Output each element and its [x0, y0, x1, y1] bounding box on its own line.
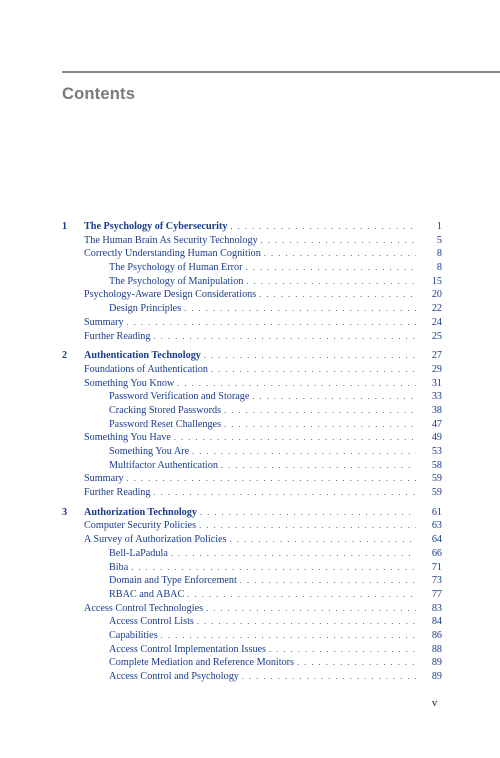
dot-leader — [187, 588, 416, 602]
toc-section-entry[interactable] — [62, 288, 442, 302]
entry-page-number[interactable]: 8 — [436, 262, 442, 274]
dot-leader — [197, 615, 416, 629]
entry-title[interactable]: Access Control Technologies — [84, 602, 204, 614]
entry-title[interactable]: Computer Security Policies — [84, 520, 197, 532]
toc-subsection-entry[interactable] — [62, 547, 442, 561]
dot-leader — [177, 377, 416, 391]
entry-page-number[interactable]: 53 — [431, 446, 442, 457]
entry-title[interactable]: Authorization Technology — [84, 506, 197, 518]
entry-page-number[interactable]: 31 — [431, 377, 442, 389]
toc-subsection-entry[interactable] — [62, 445, 442, 459]
toc-section-entry[interactable] — [62, 602, 442, 616]
dot-leader — [154, 486, 417, 500]
dot-leader — [252, 390, 416, 404]
dot-leader — [184, 302, 416, 316]
dot-leader — [174, 431, 416, 445]
toc-section-entry[interactable] — [62, 316, 442, 330]
entry-page-number[interactable]: 27 — [431, 350, 442, 362]
entry-title[interactable]: Password Verification and Storage — [109, 391, 250, 403]
dot-leader — [246, 261, 416, 275]
entry-page-number[interactable]: 83 — [431, 602, 442, 614]
toc-section-entry[interactable] — [62, 533, 442, 547]
entry-title[interactable]: Something You Have — [84, 432, 171, 444]
toc-subsection-entry[interactable] — [62, 656, 442, 670]
entry-page-number[interactable]: 84 — [431, 616, 442, 628]
entry-title[interactable]: Summary — [84, 473, 124, 485]
toc-section-entry[interactable] — [62, 377, 442, 391]
entry-title[interactable]: Multifactor Authentication — [109, 459, 218, 471]
page-number: v — [432, 698, 438, 709]
toc-subsection-entry[interactable] — [62, 670, 442, 684]
entry-title[interactable]: Biba — [109, 561, 129, 573]
dot-leader — [230, 220, 416, 234]
dot-leader — [269, 643, 416, 657]
dot-leader — [261, 234, 416, 248]
entry-page-number[interactable]: 66 — [431, 547, 442, 559]
entry-title[interactable]: Summary — [84, 316, 124, 328]
entry-page-number[interactable]: 33 — [431, 391, 442, 403]
chapter-number: 2 — [62, 350, 68, 362]
entry-page-number[interactable]: 58 — [431, 459, 442, 471]
dot-leader — [246, 275, 416, 289]
entry-title[interactable]: Design Principles — [109, 303, 182, 315]
toc-chapter-entry[interactable] — [62, 220, 442, 234]
entry-title[interactable]: Complete Mediation and Reference Monitors — [109, 657, 295, 669]
entry-title[interactable]: The Psychology of Cybersecurity — [84, 221, 228, 232]
entry-page-number[interactable]: 73 — [431, 575, 442, 587]
toc-subsection-entry[interactable] — [62, 261, 442, 275]
toc-section-entry[interactable] — [62, 519, 442, 533]
toc-subsection-entry[interactable] — [62, 390, 442, 404]
toc-section-entry[interactable] — [62, 330, 442, 344]
header-rule — [62, 71, 500, 73]
entry-title[interactable]: Something You Know — [84, 377, 175, 389]
entry-page-number[interactable]: 1 — [436, 221, 442, 232]
entry-page-number[interactable]: 47 — [431, 418, 442, 430]
dot-leader — [259, 288, 416, 302]
entry-page-number[interactable]: 25 — [431, 330, 442, 342]
dot-leader — [171, 547, 416, 561]
entry-title[interactable]: Psychology-Aware Design Considerations — [84, 289, 257, 301]
dot-leader — [131, 561, 416, 575]
dot-leader — [297, 656, 416, 670]
toc-subsection-entry[interactable] — [62, 629, 442, 643]
entry-page-number[interactable]: 89 — [431, 657, 442, 669]
entry-page-number[interactable]: 24 — [431, 316, 442, 328]
toc-section-entry[interactable] — [62, 431, 442, 445]
entry-title[interactable]: The Human Brain As Security Technology — [84, 234, 258, 246]
dot-leader — [240, 574, 416, 588]
chapter-block — [62, 506, 442, 684]
dot-leader — [204, 349, 416, 363]
dot-leader — [221, 459, 416, 473]
entry-title[interactable]: RBAC and ABAC — [109, 588, 185, 600]
dot-leader — [200, 506, 416, 520]
entry-page-number[interactable]: 59 — [431, 487, 442, 499]
entry-page-number[interactable]: 77 — [431, 588, 442, 600]
toc-chapter-entry[interactable] — [62, 349, 442, 363]
entry-page-number[interactable]: 29 — [431, 363, 442, 375]
entry-title[interactable]: The Psychology of Human Error — [109, 262, 243, 274]
entry-title[interactable]: A Survey of Authorization Policies — [84, 534, 227, 546]
toc-subsection-entry[interactable] — [62, 404, 442, 418]
table-of-contents — [62, 220, 442, 690]
dot-leader — [161, 629, 416, 643]
entry-title[interactable]: Foundations of Authentication — [84, 363, 208, 375]
entry-title[interactable]: Domain and Type Enforcement — [109, 575, 237, 587]
entry-page-number[interactable]: 86 — [431, 629, 442, 641]
entry-page-number[interactable]: 61 — [431, 506, 442, 518]
entry-title[interactable]: Password Reset Challenges — [109, 418, 222, 430]
toc-chapter-entry[interactable] — [62, 506, 442, 520]
toc-subsection-entry[interactable] — [62, 561, 442, 575]
chapter-block — [62, 220, 442, 343]
entry-title[interactable]: Bell-LaPadula — [109, 547, 168, 559]
entry-title[interactable]: Cracking Stored Passwords — [109, 404, 222, 416]
entry-title[interactable]: Correctly Understanding Human Cognition — [84, 248, 261, 260]
entry-page-number[interactable]: 63 — [431, 520, 442, 532]
entry-title[interactable]: Capabilities — [109, 629, 158, 641]
dot-leader — [206, 602, 416, 616]
chapter-block — [62, 349, 442, 500]
entry-title[interactable]: Access Control Lists — [109, 616, 194, 628]
toc-section-entry[interactable] — [62, 486, 442, 500]
dot-leader — [199, 519, 416, 533]
toc-subsection-entry[interactable] — [62, 275, 442, 289]
toc-subsection-entry[interactable] — [62, 302, 442, 316]
dot-leader — [211, 363, 416, 377]
entry-title[interactable]: Access Control and Psychology — [109, 671, 239, 682]
dot-leader — [154, 330, 417, 344]
toc-subsection-entry[interactable] — [62, 588, 442, 602]
dot-leader — [242, 670, 416, 684]
entry-page-number[interactable]: 89 — [431, 671, 442, 682]
toc-subsection-entry[interactable] — [62, 574, 442, 588]
entry-page-number[interactable]: 22 — [431, 303, 442, 315]
dot-leader — [127, 316, 416, 330]
toc-section-entry[interactable] — [62, 234, 442, 248]
dot-leader — [230, 533, 416, 547]
entry-title[interactable]: Something You Are — [109, 446, 190, 457]
page-title: Contents — [62, 85, 136, 103]
entry-title[interactable]: Further Reading — [84, 487, 151, 499]
toc-section-entry[interactable] — [62, 247, 442, 261]
entry-page-number[interactable]: 71 — [431, 561, 442, 573]
entry-page-number[interactable]: 15 — [431, 275, 442, 287]
chapter-number: 3 — [62, 506, 68, 518]
toc-subsection-entry[interactable] — [62, 418, 442, 432]
toc-section-entry[interactable] — [62, 363, 442, 377]
entry-title[interactable]: Access Control Implementation Issues — [109, 643, 267, 655]
dot-leader — [224, 418, 416, 432]
dot-leader — [192, 445, 416, 459]
dot-leader — [127, 472, 416, 486]
dot-leader — [224, 404, 416, 418]
chapter-number: 1 — [62, 221, 68, 232]
entry-page-number[interactable]: 38 — [431, 404, 442, 416]
entry-title[interactable]: The Psychology of Manipulation — [109, 275, 244, 287]
entry-page-number[interactable]: 20 — [431, 289, 442, 301]
toc-subsection-entry[interactable] — [62, 459, 442, 473]
entry-title[interactable]: Further Reading — [84, 330, 151, 342]
entry-page-number[interactable]: 49 — [431, 432, 442, 444]
entry-page-number[interactable]: 64 — [431, 534, 442, 546]
toc-subsection-entry[interactable] — [62, 643, 442, 657]
toc-section-entry[interactable] — [62, 472, 442, 486]
entry-title[interactable]: Authentication Technology — [84, 350, 201, 362]
dot-leader — [264, 247, 416, 261]
entry-page-number[interactable]: 5 — [436, 234, 442, 246]
entry-page-number[interactable]: 59 — [431, 473, 442, 485]
toc-subsection-entry[interactable] — [62, 615, 442, 629]
entry-page-number[interactable]: 8 — [436, 248, 442, 260]
entry-page-number[interactable]: 88 — [431, 643, 442, 655]
